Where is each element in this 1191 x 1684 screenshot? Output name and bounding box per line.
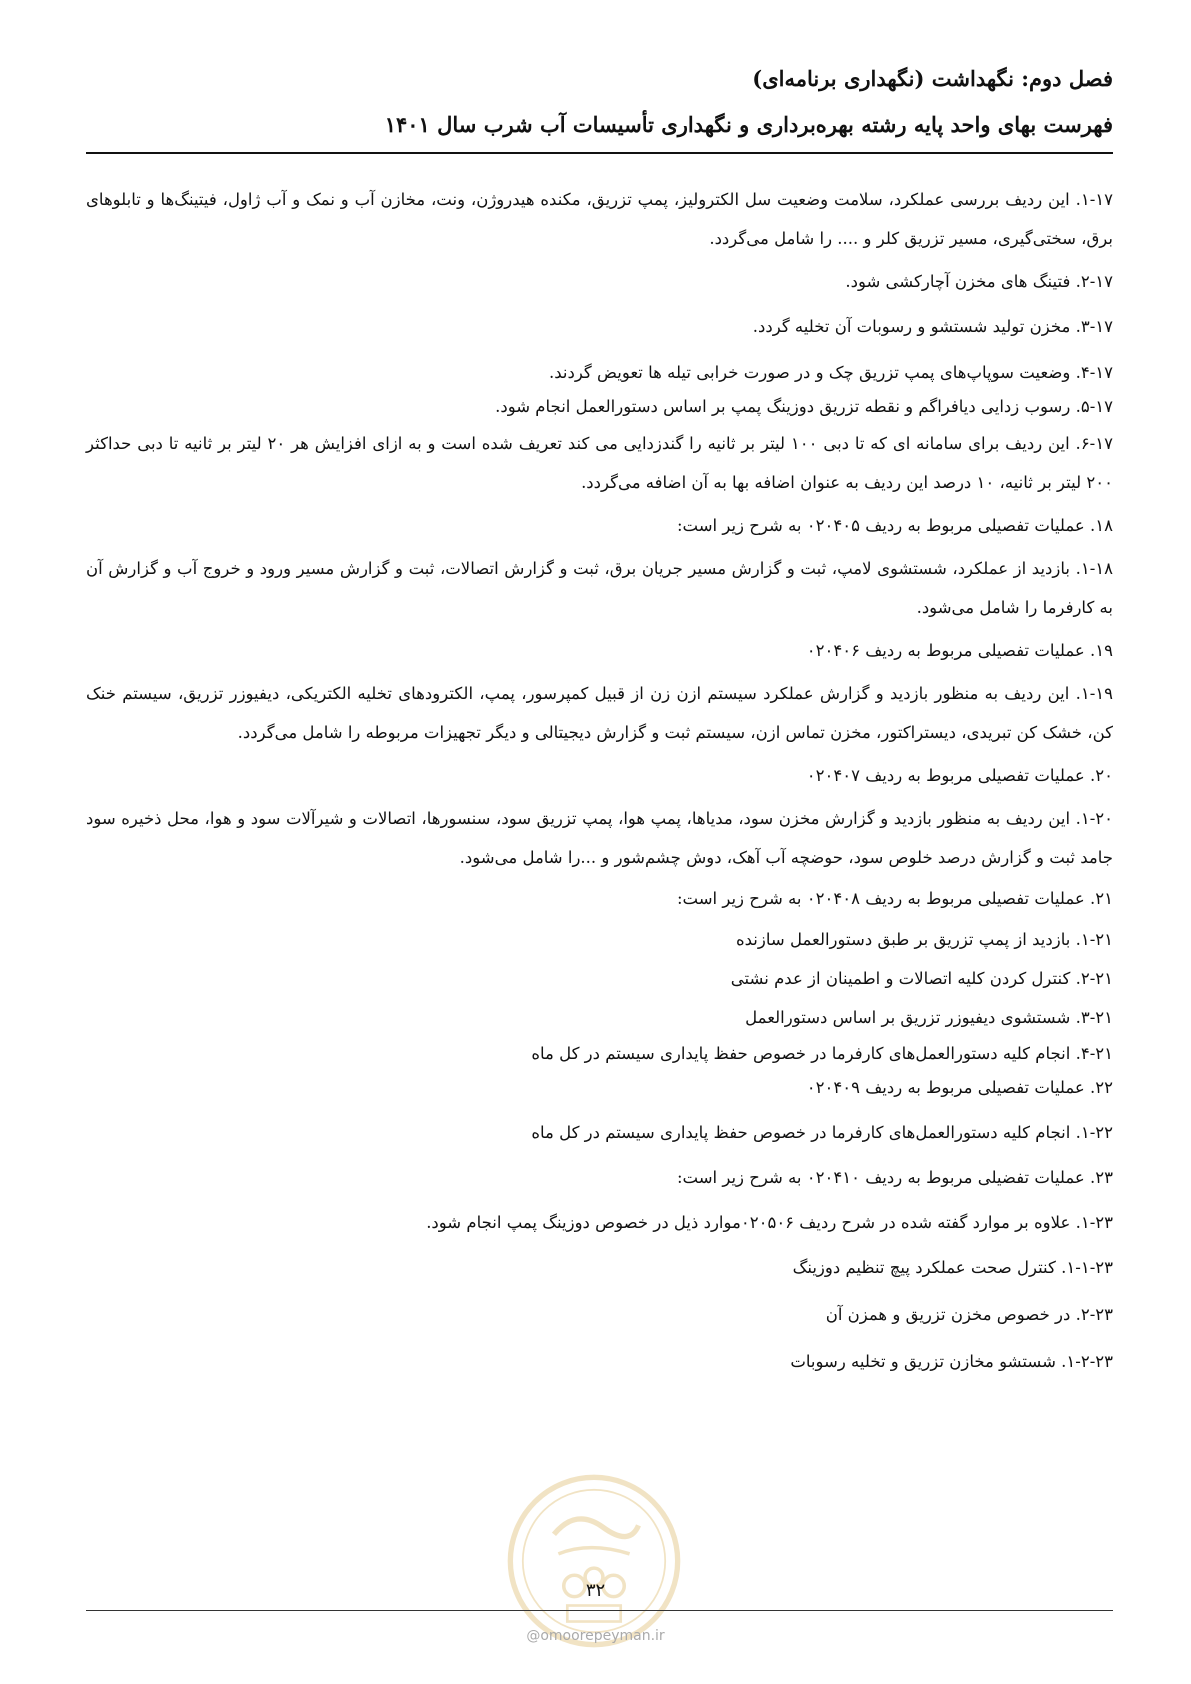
paragraph-17-1: ۱-۱۷. این ردیف بررسی عملکرد، سلامت وضعیت سل الکترولیز، پمپ تزریق، مکنده هیدروژن، ونت، مخازن آب و نمک و آب ژاول، فیتینگ‌ها و تابلوهای برق، سختی‌گیری، مسیر تزریق کلر و .... را شامل می‌گردد. [86, 190, 1113, 248]
paragraph-17-4: ۴-۱۷. وضعیت سوپاپ‌های پمپ تزریق چک و در صورت خرابی تیله ها تعویض گردند. [548, 363, 1113, 382]
footer-divider [86, 1610, 1113, 1611]
paragraph-19: ۱۹. عملیات تفصیلی مربوط به ردیف ۰۲۰۴۰۶ [806, 641, 1113, 660]
paragraph-20-1: ۱-۲۰. این ردیف به منظور بازدید و گزارش مخزن سود، مدیاها، پمپ هوا، پمپ تزریق سود، سنسورها، اتصالات و شیرآلات سود و هوا، محل ذخیره سود جامد ثبت و گزارش درصد خلوص سود، حوضچه آب آهک، دوش چشم‌شور و ...را شامل می‌شود. [86, 809, 1113, 867]
paragraph-21-2: ۲-۲۱. کنترل کردن کلیه اتصالات و اطمینان از عدم نشتی [730, 969, 1113, 988]
header-divider [86, 152, 1113, 154]
paragraph-21: ۲۱. عملیات تفصیلی مربوط به ردیف ۰۲۰۴۰۸ به شرح زیر است: [676, 889, 1113, 908]
chapter-heading: فصل دوم: نگهداشت (نگهداری برنامه‌ای) [752, 66, 1113, 91]
paragraph-18-1: ۱-۱۸. بازدید از عملکرد، شستشوی لامپ، ثبت و گزارش مسیر جریان برق، ثبت و گزارش اتصالات، ثبت و گزارش مسیر ورود و خروج آب و گزارش آن به کارفرما را شامل می‌شود. [86, 559, 1113, 617]
paragraph-23-1-1: ۱-۱-۲۳. کنترل صحت عملکرد پیچ تنظیم دوزینگ [792, 1258, 1113, 1277]
paragraph-21-3: ۳-۲۱. شستشوی دیفیوزر تزریق بر اساس دستورالعمل [745, 1008, 1113, 1027]
paragraph-17-3: ۳-۱۷. مخزن تولید شستشو و رسوبات آن تخلیه گردد. [752, 317, 1113, 336]
paragraph-22-1: ۱-۲۲. انجام کلیه دستورالعمل‌های کارفرما در خصوص حفظ پایداری سیستم در کل ماه [531, 1123, 1113, 1142]
paragraph-17-5: ۵-۱۷. رسوب زدایی دیافراگم و نقطه تزریق دوزینگ پمپ بر اساس دستورالعمل انجام شود. [495, 397, 1113, 416]
watermark-seal-icon [505, 1472, 683, 1650]
paragraph-23-1: ۱-۲۳. علاوه بر موارد گفته شده در شرح ردیف ۰۲۰۵۰۶موارد ذیل در خصوص دوزینگ پمپ انجام شود. [426, 1213, 1113, 1232]
paragraph-19-1: ۱-۱۹. این ردیف به منظور بازدید و گزارش عملکرد سیستم ازن زن از قبیل کمپرسور، پمپ، الکترودهای تخلیه الکتریکی، دیفیوزر تزریق، سیستم خنک کن، خشک کن تبریدی، دیستراکتور، مخزن تماس ازن، سیستم ثبت و گزارش دیجیتالی و دیگر تجهیزات مربوطه را شامل می‌گردد. [86, 684, 1113, 742]
paragraph-17-6: ۶-۱۷. این ردیف برای سامانه ای که تا دبی ۱۰۰ لیتر بر ثانیه را گندزدایی می کند تعریف شده است و به ازای افزایش هر ۲۰ لیتر بر ثانیه تا دبی حداکثر ۲۰۰ لیتر بر ثانیه، ۱۰ درصد این ردیف به عنوان اضافه بها به آن اضافه می‌گردد. [86, 434, 1113, 492]
body-text [86, 180, 1113, 1381]
paragraph-23-2: ۲-۲۳. در خصوص مخزن تزریق و همزن آن [825, 1305, 1113, 1324]
website-watermark: @omoorepeyman.ir [526, 1628, 665, 1644]
paragraph-17-2: ۲-۱۷. فتینگ های مخزن آچارکشی شود. [845, 272, 1113, 291]
document-title: فهرست بهای واحد پایه رشته بهره‌برداری و نگهداری تأسیسات آب شرب سال ۱۴۰۱ [384, 112, 1113, 137]
paragraph-23: ۲۳. عملیات تفضیلی مربوط به ردیف ۰۲۰۴۱۰ به شرح زیر است: [676, 1168, 1113, 1187]
paragraph-21-4: ۴-۲۱. انجام کلیه دستورالعمل‌های کارفرما در خصوص حفظ پایداری سیستم در کل ماه [531, 1044, 1113, 1063]
paragraph-18: ۱۸. عملیات تفصیلی مربوط به ردیف ۰۲۰۴۰۵ به شرح زیر است: [676, 516, 1113, 535]
paragraph-20: ۲۰. عملیات تفصیلی مربوط به ردیف ۰۲۰۴۰۷ [806, 766, 1113, 785]
paragraph-22: ۲۲. عملیات تفصیلی مربوط به ردیف ۰۲۰۴۰۹ [806, 1078, 1113, 1097]
page-number: ۳۲ [585, 1580, 606, 1601]
paragraph-23-2-1: ۱-۲-۲۳. شستشو مخازن تزریق و تخلیه رسوبات [790, 1352, 1113, 1371]
paragraph-21-1: ۱-۲۱. بازدید از پمپ تزریق بر طبق دستورالعمل سازنده [735, 930, 1113, 949]
